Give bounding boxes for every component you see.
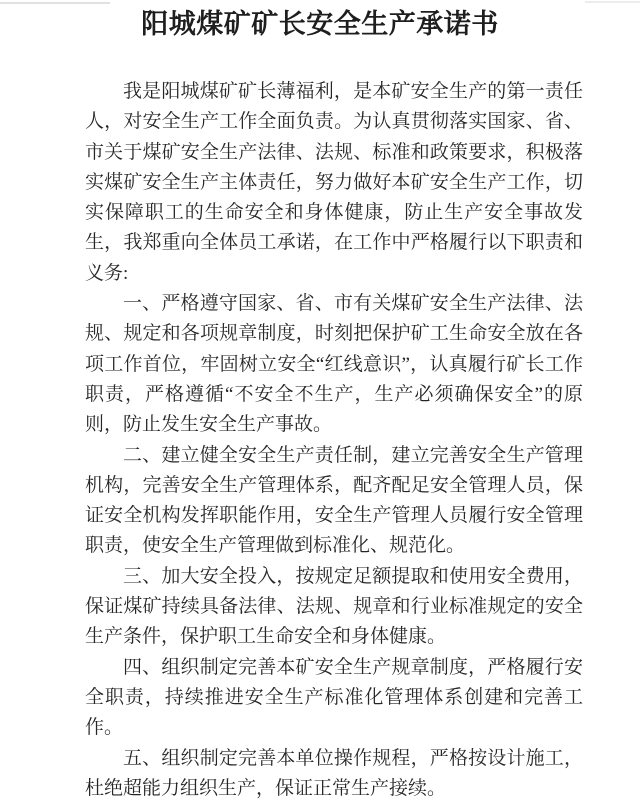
paragraph: 四、组织制定完善本矿安全生产规章制度，严格履行安全职责，持续推进安全生产标准化管理体系创建和完善工作。 (85, 656, 583, 739)
paragraph: 一、严格遵守国家、省、市有关煤矿安全生产法律、法规、规定和各项规章制度，时刻把保护矿工生命安全放在各项工作首位，牢固树立安全“红线意识”，认真履行矿长工作职责，严格遵循“不安全不生产，生产必须确保安全”的原则，防止发生安全生产事故。 (85, 293, 583, 436)
scan-artifact-right (585, 1, 640, 3)
document-title: 阳城煤矿矿长安全生产承诺书 (141, 9, 499, 39)
paragraph: 三、加大安全投入，按规定足额提取和使用安全费用，保证煤矿持续具备法律、法规、规章和行业标准规定的安全生产条件，保护职工生命安全和身体健康。 (85, 565, 583, 648)
paragraph: 五、组织制定完善本单位操作规程，严格按设计施工，杜绝超能力组织生产，保证正常生产接续。 (85, 747, 583, 799)
scan-artifact-left (0, 2, 110, 4)
paragraph: 二、建立健全安全生产责任制，建立完善安全生产管理机构，完善安全生产管理体系，配齐配足安全管理人员，保证安全机构发挥职能作用，安全生产管理人员履行安全管理职责，使安全生产管理做到标准化、规范化。 (85, 444, 583, 557)
document-body (85, 77, 583, 804)
paragraph: 我是阳城煤矿矿长薄福利，是本矿安全生产的第一责任人，对安全生产工作全面负责。为认真贯彻落实国家、省、市关于煤矿安全生产法律、法规、标准和政策要求，积极落实煤矿安全生产主体责任，努力做好本矿安全生产工作，切实保障职工的生命安全和身体健康，防止生产安全事故发生，我郑重向全体员工承诺，在工作中严格履行以下职责和义务: (85, 81, 583, 284)
